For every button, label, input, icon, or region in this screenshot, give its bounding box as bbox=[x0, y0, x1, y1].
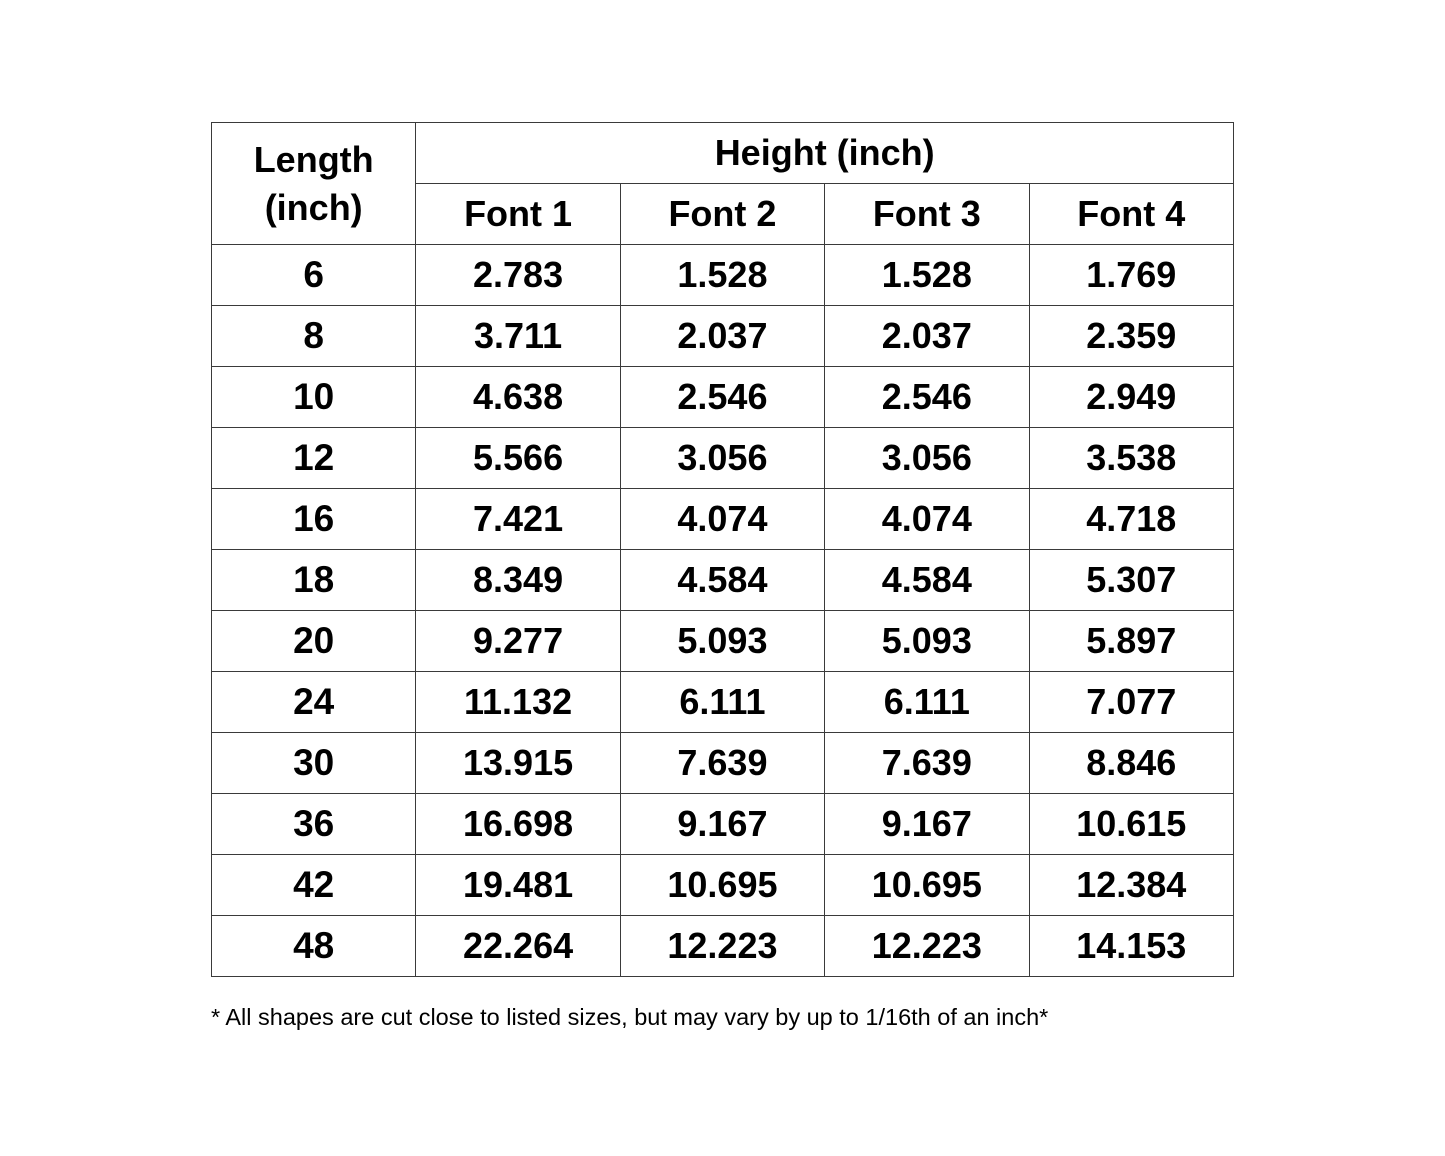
length-cell: 42 bbox=[212, 855, 416, 916]
length-cell: 36 bbox=[212, 794, 416, 855]
table-row bbox=[212, 367, 1234, 428]
table-row bbox=[212, 916, 1234, 977]
table-row bbox=[212, 306, 1234, 367]
height-group-header: Height (inch) bbox=[416, 123, 1234, 184]
length-cell: 48 bbox=[212, 916, 416, 977]
height-value-cell: 5.093 bbox=[620, 611, 824, 672]
table-row bbox=[212, 672, 1234, 733]
height-value-cell: 2.359 bbox=[1029, 306, 1234, 367]
table-row bbox=[212, 733, 1234, 794]
font-column-header: Font 1 bbox=[416, 184, 620, 245]
height-value-cell: 5.566 bbox=[416, 428, 620, 489]
height-value-cell: 5.307 bbox=[1029, 550, 1234, 611]
height-value-cell: 7.077 bbox=[1029, 672, 1234, 733]
height-value-cell: 10.615 bbox=[1029, 794, 1234, 855]
height-value-cell: 3.056 bbox=[620, 428, 824, 489]
table-row bbox=[212, 428, 1234, 489]
length-column-header bbox=[212, 123, 416, 245]
height-value-cell: 3.056 bbox=[825, 428, 1029, 489]
height-value-cell: 4.074 bbox=[825, 489, 1029, 550]
height-value-cell: 1.528 bbox=[825, 245, 1029, 306]
height-value-cell: 2.783 bbox=[416, 245, 620, 306]
length-header-unit: (inch) bbox=[264, 186, 363, 228]
length-header-line: Length bbox=[253, 138, 374, 180]
height-value-cell: 7.639 bbox=[825, 733, 1029, 794]
height-value-cell: 5.897 bbox=[1029, 611, 1234, 672]
height-value-cell: 3.711 bbox=[416, 306, 620, 367]
height-value-cell: 14.153 bbox=[1029, 916, 1234, 977]
length-cell: 16 bbox=[212, 489, 416, 550]
height-value-cell: 9.167 bbox=[825, 794, 1029, 855]
height-value-cell: 8.349 bbox=[416, 550, 620, 611]
height-value-cell: 6.111 bbox=[620, 672, 824, 733]
length-cell: 24 bbox=[212, 672, 416, 733]
height-value-cell: 12.223 bbox=[825, 916, 1029, 977]
height-value-cell: 10.695 bbox=[620, 855, 824, 916]
table-body bbox=[212, 245, 1234, 977]
height-value-cell: 4.718 bbox=[1029, 489, 1234, 550]
table-row bbox=[212, 245, 1234, 306]
table-row bbox=[212, 855, 1234, 916]
height-value-cell: 2.037 bbox=[620, 306, 824, 367]
height-value-cell: 9.167 bbox=[620, 794, 824, 855]
height-value-cell: 12.223 bbox=[620, 916, 824, 977]
height-value-cell: 7.421 bbox=[416, 489, 620, 550]
length-cell: 18 bbox=[212, 550, 416, 611]
font-column-header: Font 2 bbox=[620, 184, 824, 245]
height-value-cell: 2.546 bbox=[620, 367, 824, 428]
height-value-cell: 2.949 bbox=[1029, 367, 1234, 428]
height-value-cell: 3.538 bbox=[1029, 428, 1234, 489]
table-row bbox=[212, 611, 1234, 672]
sizing-note: * All shapes are cut close to listed sizes, but may vary by up to 1/16th of an inch* bbox=[211, 1004, 1049, 1030]
length-cell: 12 bbox=[212, 428, 416, 489]
height-value-cell: 4.584 bbox=[825, 550, 1029, 611]
length-cell: 6 bbox=[212, 245, 416, 306]
height-value-cell: 16.698 bbox=[416, 794, 620, 855]
height-value-cell: 10.695 bbox=[825, 855, 1029, 916]
height-value-cell: 4.584 bbox=[620, 550, 824, 611]
height-value-cell: 4.638 bbox=[416, 367, 620, 428]
height-value-cell: 2.546 bbox=[825, 367, 1029, 428]
height-value-cell: 19.481 bbox=[416, 855, 620, 916]
height-value-cell: 22.264 bbox=[416, 916, 620, 977]
height-value-cell: 2.037 bbox=[825, 306, 1029, 367]
length-cell: 8 bbox=[212, 306, 416, 367]
height-value-cell: 4.074 bbox=[620, 489, 824, 550]
length-cell: 10 bbox=[212, 367, 416, 428]
font-column-header: Font 3 bbox=[825, 184, 1029, 245]
height-value-cell: 8.846 bbox=[1029, 733, 1234, 794]
height-value-cell: 1.528 bbox=[620, 245, 824, 306]
table-row bbox=[212, 550, 1234, 611]
size-chart-table bbox=[211, 122, 1234, 977]
length-cell: 30 bbox=[212, 733, 416, 794]
table-row bbox=[212, 489, 1234, 550]
height-value-cell: 11.132 bbox=[416, 672, 620, 733]
table-row bbox=[212, 794, 1234, 855]
height-value-cell: 7.639 bbox=[620, 733, 824, 794]
height-value-cell: 1.769 bbox=[1029, 245, 1234, 306]
height-value-cell: 12.384 bbox=[1029, 855, 1234, 916]
font-column-header: Font 4 bbox=[1029, 184, 1234, 245]
height-value-cell: 9.277 bbox=[416, 611, 620, 672]
height-value-cell: 13.915 bbox=[416, 733, 620, 794]
height-value-cell: 5.093 bbox=[825, 611, 1029, 672]
height-value-cell: 6.111 bbox=[825, 672, 1029, 733]
length-cell: 20 bbox=[212, 611, 416, 672]
